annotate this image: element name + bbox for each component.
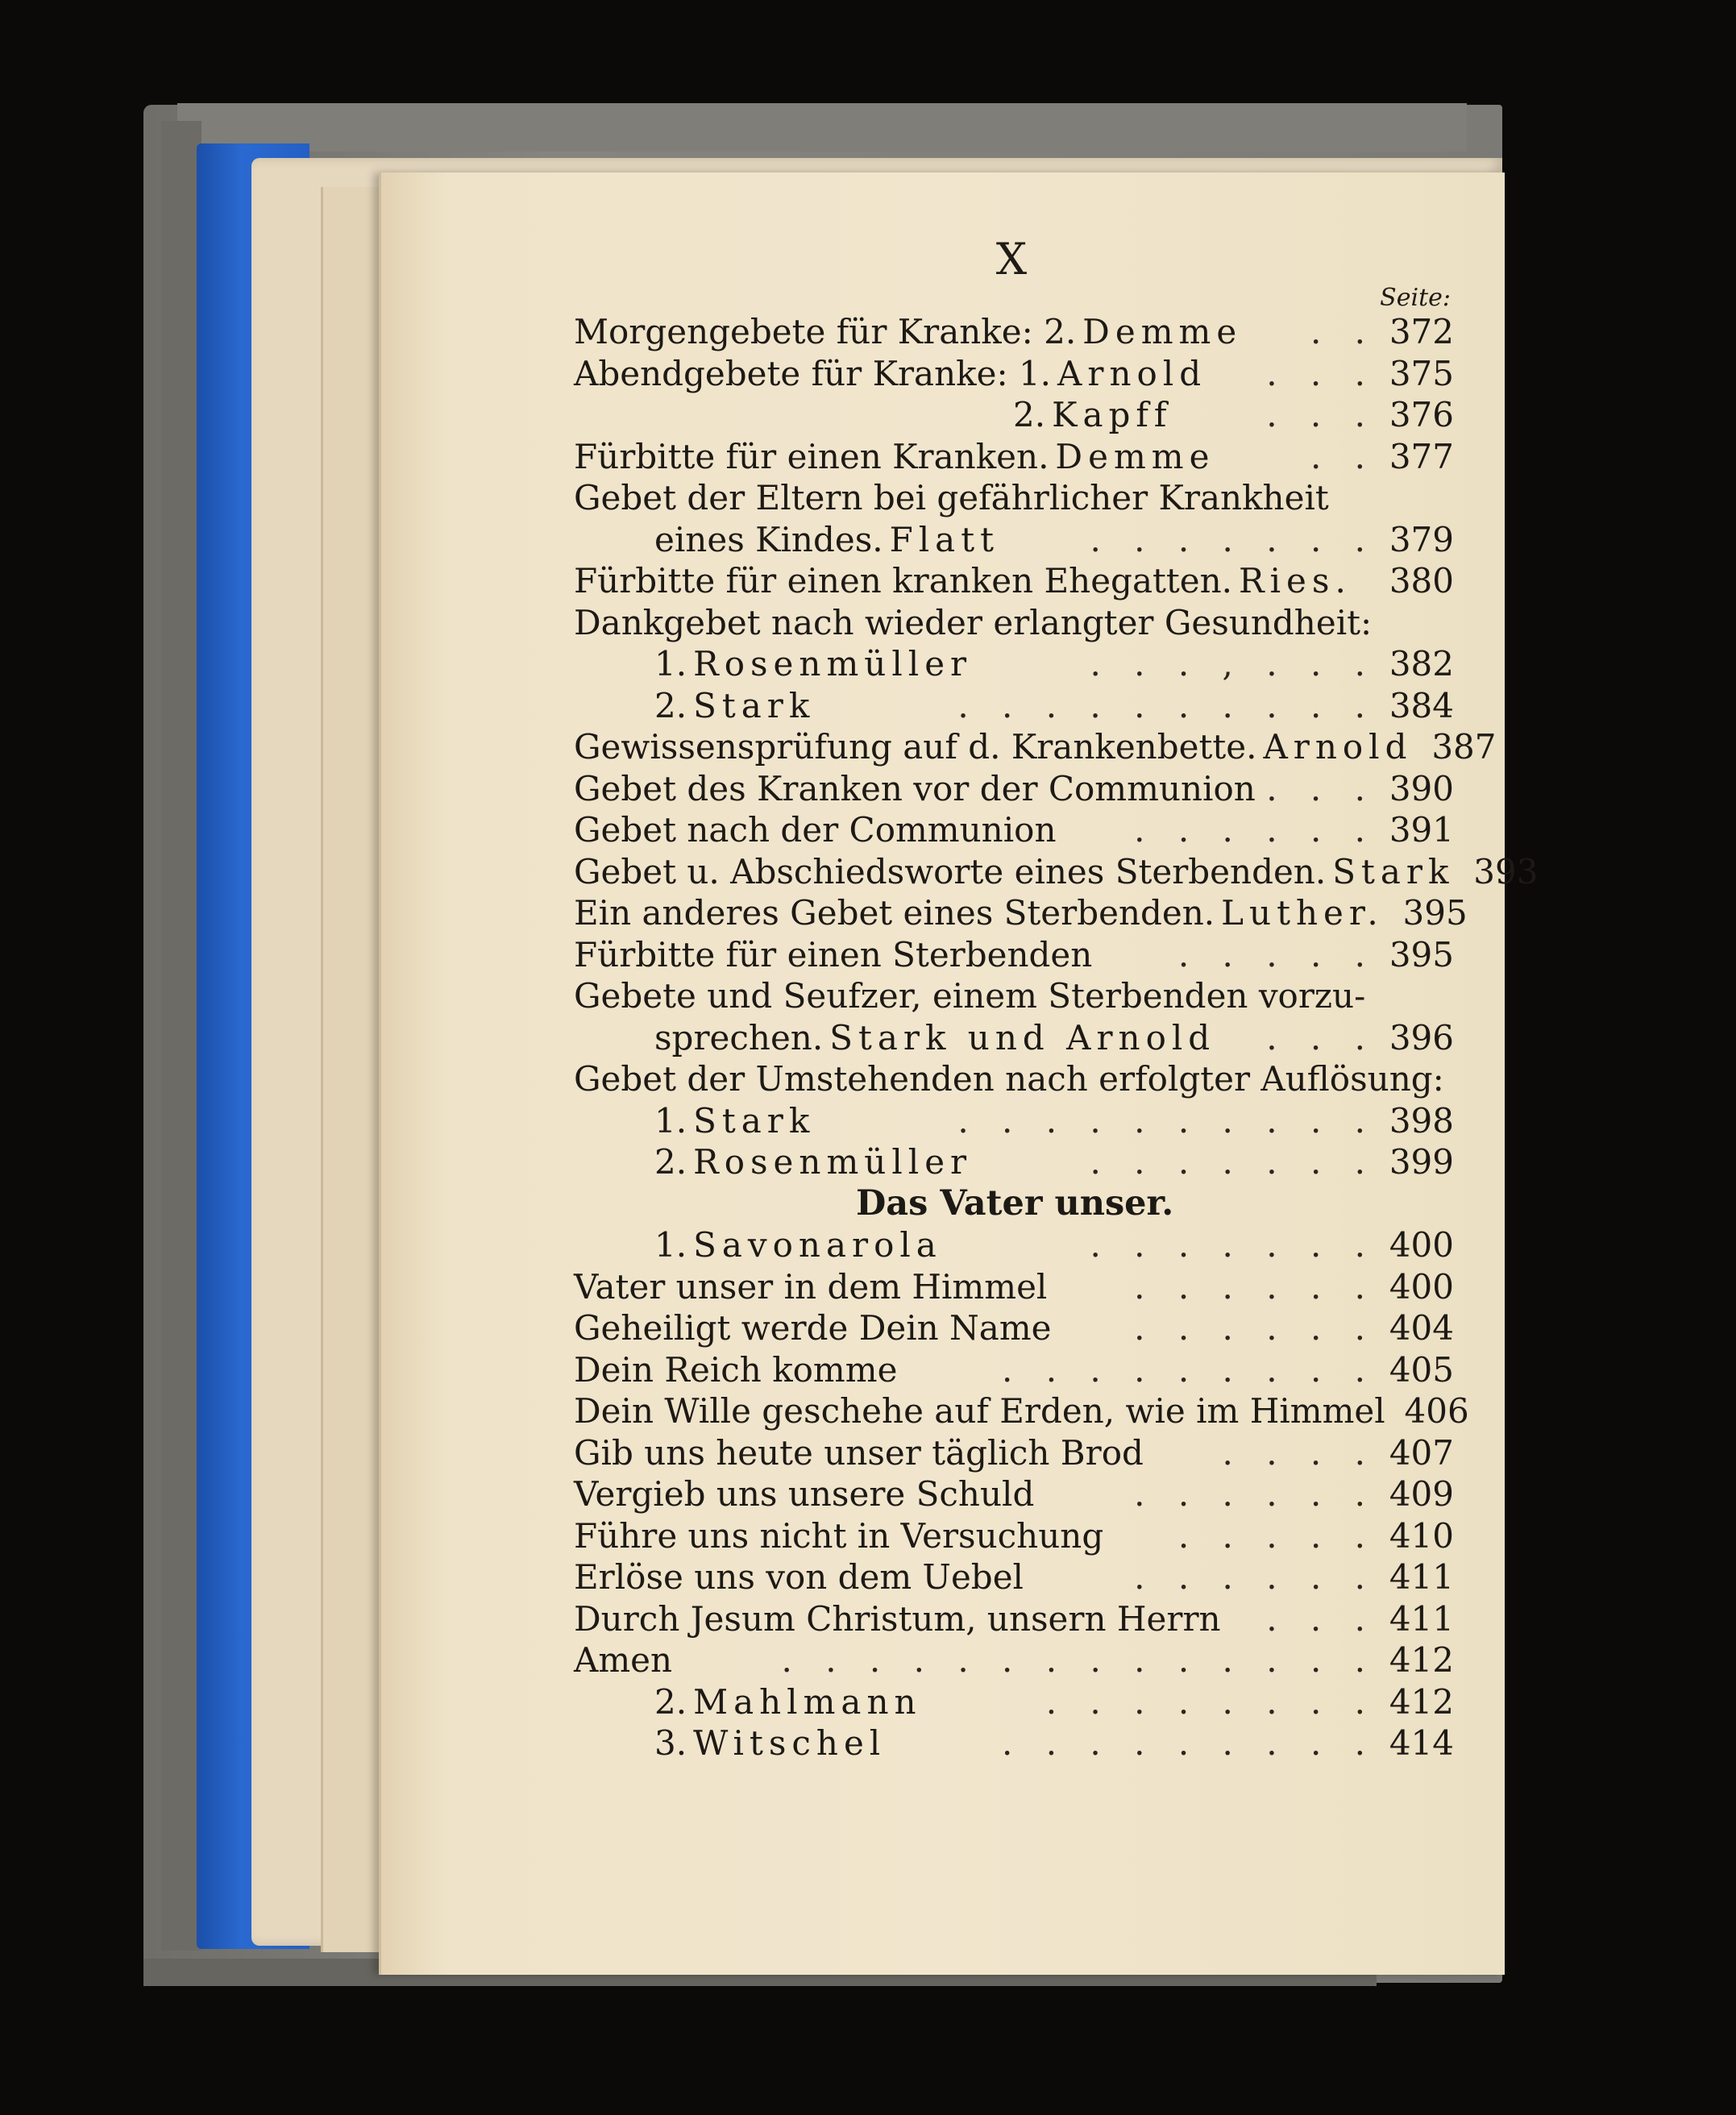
toc-entry-page-number: 375 xyxy=(1389,353,1454,393)
toc-entry-line xyxy=(574,1432,1454,1474)
toc-entry-line xyxy=(574,560,1454,602)
page-number: X xyxy=(995,234,1028,285)
toc-entry xyxy=(574,311,1454,353)
toc-entry xyxy=(574,1515,1454,1557)
toc-entry-page-number: 384 xyxy=(1389,685,1454,725)
toc-entry xyxy=(574,353,1454,395)
toc-entry-line xyxy=(654,1017,1454,1059)
toc-entry-author: Mahlmann xyxy=(693,1681,922,1722)
toc-entry-line xyxy=(574,1473,1454,1515)
toc-dot-leader: . . . . . . . . . . . . . . xyxy=(781,1640,1377,1680)
toc-entry-page-number: 414 xyxy=(1389,1723,1454,1763)
toc-entry-author: Demme xyxy=(1082,312,1243,351)
toc-entry xyxy=(574,1058,1454,1100)
toc-entry xyxy=(574,1183,1454,1225)
toc-entry-line xyxy=(574,1598,1454,1640)
toc-entry-page-number: 399 xyxy=(1389,1142,1454,1182)
toc-entry-title: Abendgebete für Kranke: 1. xyxy=(574,353,1052,393)
toc-entry-line xyxy=(574,1639,1454,1681)
toc-dot-leader: . . . . . . . xyxy=(1090,519,1377,559)
book-cover-top-edge xyxy=(177,103,1467,152)
toc-dot-leader: . . . xyxy=(1266,768,1377,808)
toc-entry-page-number: 377 xyxy=(1389,436,1454,476)
toc-entry-title: Durch Jesum Christum, unsern Herrn xyxy=(574,1598,1221,1639)
toc-dot-leader: . . . . . . . . . . xyxy=(957,685,1377,725)
toc-entry-page-number: 412 xyxy=(1389,1681,1454,1722)
toc-entry-title: Gebete und Seufzer, einem Sterbenden vorzu- xyxy=(574,976,1366,1016)
toc-entry xyxy=(574,436,1454,478)
toc-entry-title: Gebet nach der Communion xyxy=(574,810,1057,850)
toc-entry xyxy=(574,477,1454,519)
toc-entry-page-number: 390 xyxy=(1389,768,1454,808)
toc-entry-title: 1. xyxy=(654,644,687,684)
toc-entry-title: Morgengebete für Kranke: 2. xyxy=(574,312,1077,351)
toc-entry-line xyxy=(574,1307,1454,1349)
toc-dot-leader: . . . . . xyxy=(1177,1515,1377,1556)
toc-entry-page-number: 372 xyxy=(1389,312,1454,351)
toc-dot-leader: . . . . . . . . . . xyxy=(957,1100,1377,1141)
toc-entry-line xyxy=(654,1141,1454,1183)
toc-entry-line xyxy=(574,1390,1469,1432)
toc-entry-author: Stark xyxy=(1332,851,1455,891)
toc-dot-leader: . . . , . . . xyxy=(1090,644,1377,684)
toc-entry-line xyxy=(654,1681,1454,1723)
toc-entry-author: Demme xyxy=(1055,436,1215,476)
toc-entry-page-number: 406 xyxy=(1404,1391,1469,1431)
toc-entry-line xyxy=(856,1183,1736,1225)
toc-entry-line xyxy=(574,1266,1454,1308)
toc-entry-author: Stark und Arnold xyxy=(829,1017,1216,1058)
toc-entry xyxy=(574,1639,1454,1681)
toc-entry-page-number: 410 xyxy=(1389,1515,1454,1556)
toc-entry-author: Savonarola xyxy=(693,1225,942,1265)
toc-entry-title: Gebet u. Abschiedsworte eines Sterbenden. xyxy=(574,851,1327,891)
toc-entry-title: eines Kindes. xyxy=(654,519,883,559)
toc-entry-title: Amen xyxy=(574,1640,673,1680)
toc-entry-title: 2. xyxy=(654,685,687,725)
toc-entry-line xyxy=(574,1349,1454,1391)
toc-entry-page-number: 405 xyxy=(1389,1349,1454,1390)
toc-entry-page-number: 382 xyxy=(1389,644,1454,684)
toc-entry xyxy=(574,1349,1454,1391)
toc-entry-author: Rosenmüller xyxy=(693,644,973,684)
toc-entry xyxy=(574,1390,1469,1432)
toc-dot-leader: . . . . . . xyxy=(1134,1474,1377,1514)
toc-entry-page-number: 396 xyxy=(1389,1017,1454,1058)
toc-entry-author: Stark xyxy=(693,685,816,725)
book-spine xyxy=(161,121,201,1951)
toc-dot-leader: . . . . . . . . . xyxy=(1002,1723,1377,1763)
toc-entry-author: Flatt xyxy=(889,519,999,559)
toc-entry-author: Stark xyxy=(693,1100,816,1141)
toc-entry-title: Führe uns nicht in Versuchung xyxy=(574,1515,1104,1556)
toc-entry-line xyxy=(654,1100,1454,1142)
toc-dot-leader: . . . . . xyxy=(1177,934,1377,974)
toc-entry-title: Gebet der Umstehenden nach erfolgter Auflösung: xyxy=(574,1059,1444,1099)
toc-entry xyxy=(574,851,1539,893)
toc-dot-leader: . . . . . . . xyxy=(1090,1225,1377,1265)
toc-entry-page-number: 407 xyxy=(1389,1432,1454,1473)
toc-entry xyxy=(574,519,1454,561)
toc-entry xyxy=(574,892,1468,934)
toc-entry-title: 2. xyxy=(1013,395,1046,434)
toc-entry xyxy=(574,1473,1454,1515)
toc-entry xyxy=(574,394,1454,436)
toc-dot-leader: . . . . . . xyxy=(1134,810,1377,850)
toc-entry-page-number: 395 xyxy=(1389,934,1454,974)
toc-dot-leader: . . . . . . xyxy=(1134,1557,1377,1597)
toc-entry xyxy=(574,726,1497,768)
toc-entry-line xyxy=(574,311,1454,353)
toc-entry-title: 2. xyxy=(654,1142,687,1182)
toc-entry xyxy=(574,1266,1454,1308)
toc-entry-page-number: 387 xyxy=(1431,727,1497,767)
toc-dot-leader: . . xyxy=(1310,312,1377,351)
toc-dot-leader: . . . . . . xyxy=(1134,1266,1377,1307)
toc-entry xyxy=(574,1432,1454,1474)
toc-dot-leader: . . . . . . . xyxy=(1090,1142,1377,1182)
toc-entry-title: Dankgebet nach wieder erlangter Gesundheit: xyxy=(574,602,1373,642)
toc-entry-title: Gebet des Kranken vor der Communion xyxy=(574,768,1256,808)
toc-entry-title: 2. xyxy=(654,1681,687,1722)
toc-entry-page-number: 400 xyxy=(1389,1266,1454,1307)
toc-entry-author: Luther. xyxy=(1221,893,1384,933)
toc-entry-page-number: 409 xyxy=(1389,1474,1454,1514)
toc-entry xyxy=(574,1598,1454,1640)
toc-entry-title: 1. xyxy=(654,1225,687,1265)
toc-entry-title: Fürbitte für einen kranken Ehegatten. xyxy=(574,561,1232,600)
toc-entry-page-number: 411 xyxy=(1389,1557,1454,1597)
toc-entry-page-number: 411 xyxy=(1389,1598,1454,1639)
toc-entry-line xyxy=(654,1722,1454,1764)
toc-entry-line xyxy=(574,809,1454,851)
seite-column-label: Seite: xyxy=(1380,284,1451,312)
toc-entry-page-number: 400 xyxy=(1389,1225,1454,1265)
toc-entry-title: Vergieb uns unsere Schuld xyxy=(574,1474,1035,1514)
toc-entry-title: Gebet der Eltern bei gefährlicher Krankheit xyxy=(574,478,1329,517)
toc-dot-leader: . . . . xyxy=(1222,1432,1377,1473)
toc-entry-line xyxy=(574,1515,1454,1557)
toc-entry xyxy=(574,1141,1454,1183)
toc-entry xyxy=(574,768,1454,810)
toc-entry-line xyxy=(574,726,1497,768)
toc-entry-author: Arnold xyxy=(1263,727,1413,767)
toc-entry-line xyxy=(654,685,1454,727)
toc-entry-line xyxy=(574,851,1539,893)
toc-entry-author: Rosenmüller xyxy=(693,1142,973,1182)
toc-entry-line xyxy=(574,436,1454,478)
toc-dot-leader: . . . xyxy=(1266,395,1377,434)
toc-entry-title: 3. xyxy=(654,1723,687,1763)
toc-entry-title: Fürbitte für einen Kranken. xyxy=(574,436,1049,476)
toc-entry-page-number: 395 xyxy=(1402,893,1468,933)
toc-entry-page-number: 393 xyxy=(1473,851,1539,891)
toc-dot-leader: . . . xyxy=(1266,1598,1377,1639)
toc-entry-author: Kapff xyxy=(1052,395,1173,434)
toc-entry xyxy=(574,1224,1454,1266)
toc-entry-title: Gewissensprüfung auf d. Krankenbette. xyxy=(574,727,1257,767)
toc-entry-line xyxy=(574,768,1454,810)
toc-entry-title: 1. xyxy=(654,1100,687,1141)
toc-entry-line xyxy=(574,892,1468,934)
toc-entry xyxy=(574,1100,1454,1142)
toc-entry-line xyxy=(654,519,1454,561)
toc-entry-page-number: 380 xyxy=(1389,561,1454,600)
toc-dot-leader: . . . . . . . . xyxy=(1045,1681,1377,1722)
toc-entry-line xyxy=(1013,394,1454,436)
toc-entry-title: Fürbitte für einen Sterbenden xyxy=(574,934,1093,974)
toc-entry xyxy=(574,975,1454,1017)
toc-entry-title: sprechen. xyxy=(654,1017,824,1058)
toc-entry-title: Das Vater unser. xyxy=(856,1182,1174,1224)
toc-entry-line xyxy=(574,975,1454,1017)
toc-entry-title: Dein Reich komme xyxy=(574,1349,898,1390)
toc-entry xyxy=(574,1681,1454,1723)
toc-entry-page-number: 398 xyxy=(1389,1100,1454,1141)
toc-entry-page-number: 412 xyxy=(1389,1640,1454,1680)
toc-entry xyxy=(574,1017,1454,1059)
toc-dot-leader: . . . . . . xyxy=(1134,1308,1377,1348)
toc-entry-page-number: 379 xyxy=(1389,519,1454,559)
toc-entry-page-number: 391 xyxy=(1389,810,1454,850)
toc-entry-title: Ein anderes Gebet eines Sterbenden. xyxy=(574,893,1215,933)
toc-entry xyxy=(574,809,1454,851)
toc-entry-line xyxy=(574,602,1454,644)
toc-entry-title: Geheiligt werde Dein Name xyxy=(574,1308,1052,1348)
toc-entry-title: Erlöse uns von dem Uebel xyxy=(574,1557,1024,1597)
toc-dot-leader: . . xyxy=(1310,436,1377,476)
toc-entry xyxy=(574,685,1454,727)
toc-dot-leader: . . . . . . . . . xyxy=(1002,1349,1377,1390)
toc-entry-line xyxy=(574,477,1454,519)
toc-entry-title: Gib uns heute unser täglich Brod xyxy=(574,1432,1144,1473)
toc-entry xyxy=(574,1556,1454,1598)
toc-entry-author: Arnold xyxy=(1057,353,1207,393)
toc-entry-page-number: 404 xyxy=(1389,1308,1454,1348)
toc-dot-leader: . . . xyxy=(1266,1017,1377,1058)
toc-entry xyxy=(574,1307,1454,1349)
toc-entry xyxy=(574,560,1454,602)
toc-entry-author: Witschel xyxy=(693,1723,887,1763)
toc-entry-page-number: 376 xyxy=(1389,395,1454,434)
toc-dot-leader: . . . xyxy=(1266,353,1377,393)
toc-entry-line xyxy=(574,1556,1454,1598)
toc-entry-line xyxy=(574,353,1454,395)
toc-entry xyxy=(574,602,1454,644)
toc-entry xyxy=(574,934,1454,976)
toc-entry-line xyxy=(654,643,1454,685)
toc-entry-title: Vater unser in dem Himmel xyxy=(574,1266,1048,1307)
toc-entry xyxy=(574,1722,1454,1764)
toc-entry-line xyxy=(654,1224,1454,1266)
toc-entry-line xyxy=(574,934,1454,976)
toc-entry-title: Dein Wille geschehe auf Erden, wie im Himmel xyxy=(574,1391,1385,1431)
table-of-contents xyxy=(574,311,1539,1764)
toc-entry-author: Ries. xyxy=(1239,561,1352,600)
toc-entry xyxy=(574,643,1454,685)
toc-entry-line xyxy=(574,1058,1454,1100)
